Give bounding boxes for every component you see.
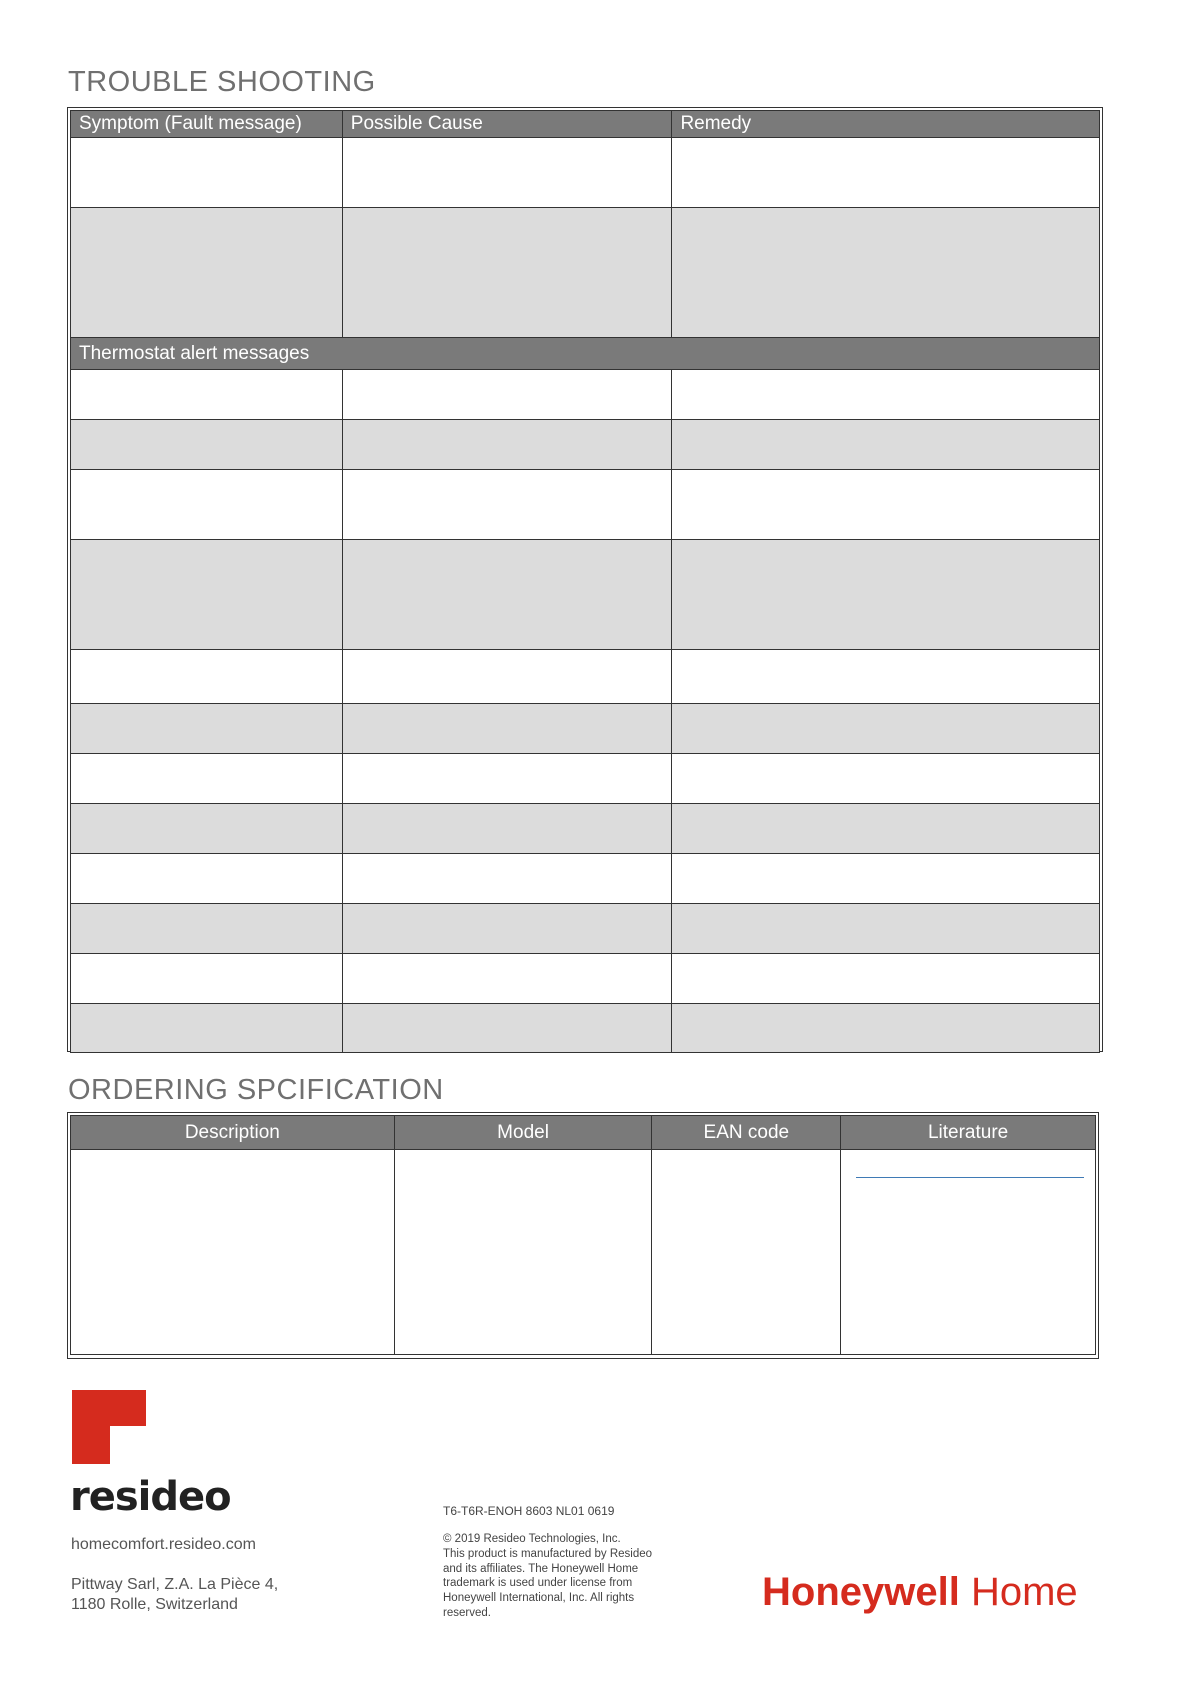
- table-row: [71, 804, 1100, 854]
- table-row: [71, 1150, 1096, 1355]
- col-ean-code: EAN code: [652, 1116, 841, 1150]
- literature-link-line[interactable]: [856, 1177, 1084, 1178]
- copyright-line: © 2019 Resideo Technologies, Inc.: [443, 1533, 621, 1545]
- table-row: [71, 208, 1100, 338]
- table-row: [71, 650, 1100, 704]
- address-line-1: Pittway Sarl, Z.A. La Pièce 4,: [71, 1576, 279, 1593]
- legal-line-5: reserved.: [443, 1607, 491, 1619]
- col-symptom: Symptom (Fault message): [71, 111, 343, 138]
- trouble-shooting-title: TROUBLE SHOOTING: [68, 66, 376, 98]
- table-row: [71, 370, 1100, 420]
- legal-line-2: and its affiliates. The Honeywell Home: [443, 1563, 639, 1575]
- col-remedy: Remedy: [672, 111, 1100, 138]
- honeywell-brand-home: Home: [959, 1570, 1078, 1614]
- col-possible-cause: Possible Cause: [342, 111, 672, 138]
- table-row: [71, 470, 1100, 540]
- ordering-table: [70, 1115, 1096, 1355]
- table-row: [71, 1004, 1100, 1053]
- table-row: [71, 138, 1100, 208]
- legal-line-3: trademark is used under license from: [443, 1577, 633, 1589]
- document-code: T6-T6R-ENOH 8603 NL01 0619: [443, 1504, 615, 1518]
- col-literature: Literature: [841, 1116, 1096, 1150]
- table-row: [71, 420, 1100, 470]
- resideo-logo-icon: [72, 1390, 147, 1465]
- alert-messages-subheader: Thermostat alert messages: [71, 338, 1100, 370]
- table-row: [71, 754, 1100, 804]
- ordering-title: ORDERING SPCIFICATION: [68, 1074, 444, 1106]
- legal-line-1: This product is manufactured by Resideo: [443, 1548, 653, 1560]
- honeywell-home-logo: [762, 1570, 1078, 1615]
- trouble-shooting-table: [70, 110, 1100, 1053]
- col-model: Model: [394, 1116, 652, 1150]
- table-row: [71, 854, 1100, 904]
- table-row: [71, 704, 1100, 754]
- col-description: Description: [71, 1116, 395, 1150]
- address-line-2: 1180 Rolle, Switzerland: [71, 1596, 238, 1613]
- table-row: [71, 540, 1100, 650]
- table-row: [71, 904, 1100, 954]
- table-row: [71, 954, 1100, 1004]
- website[interactable]: homecomfort.resideo.com: [71, 1536, 256, 1553]
- honeywell-brand-bold: Honeywell: [762, 1570, 960, 1614]
- table-header-row: [71, 111, 1100, 138]
- legal-line-4: Honeywell International, Inc. All rights: [443, 1592, 635, 1604]
- ordering-header-row: [71, 1116, 1096, 1150]
- resideo-wordmark: resideo: [70, 1474, 231, 1520]
